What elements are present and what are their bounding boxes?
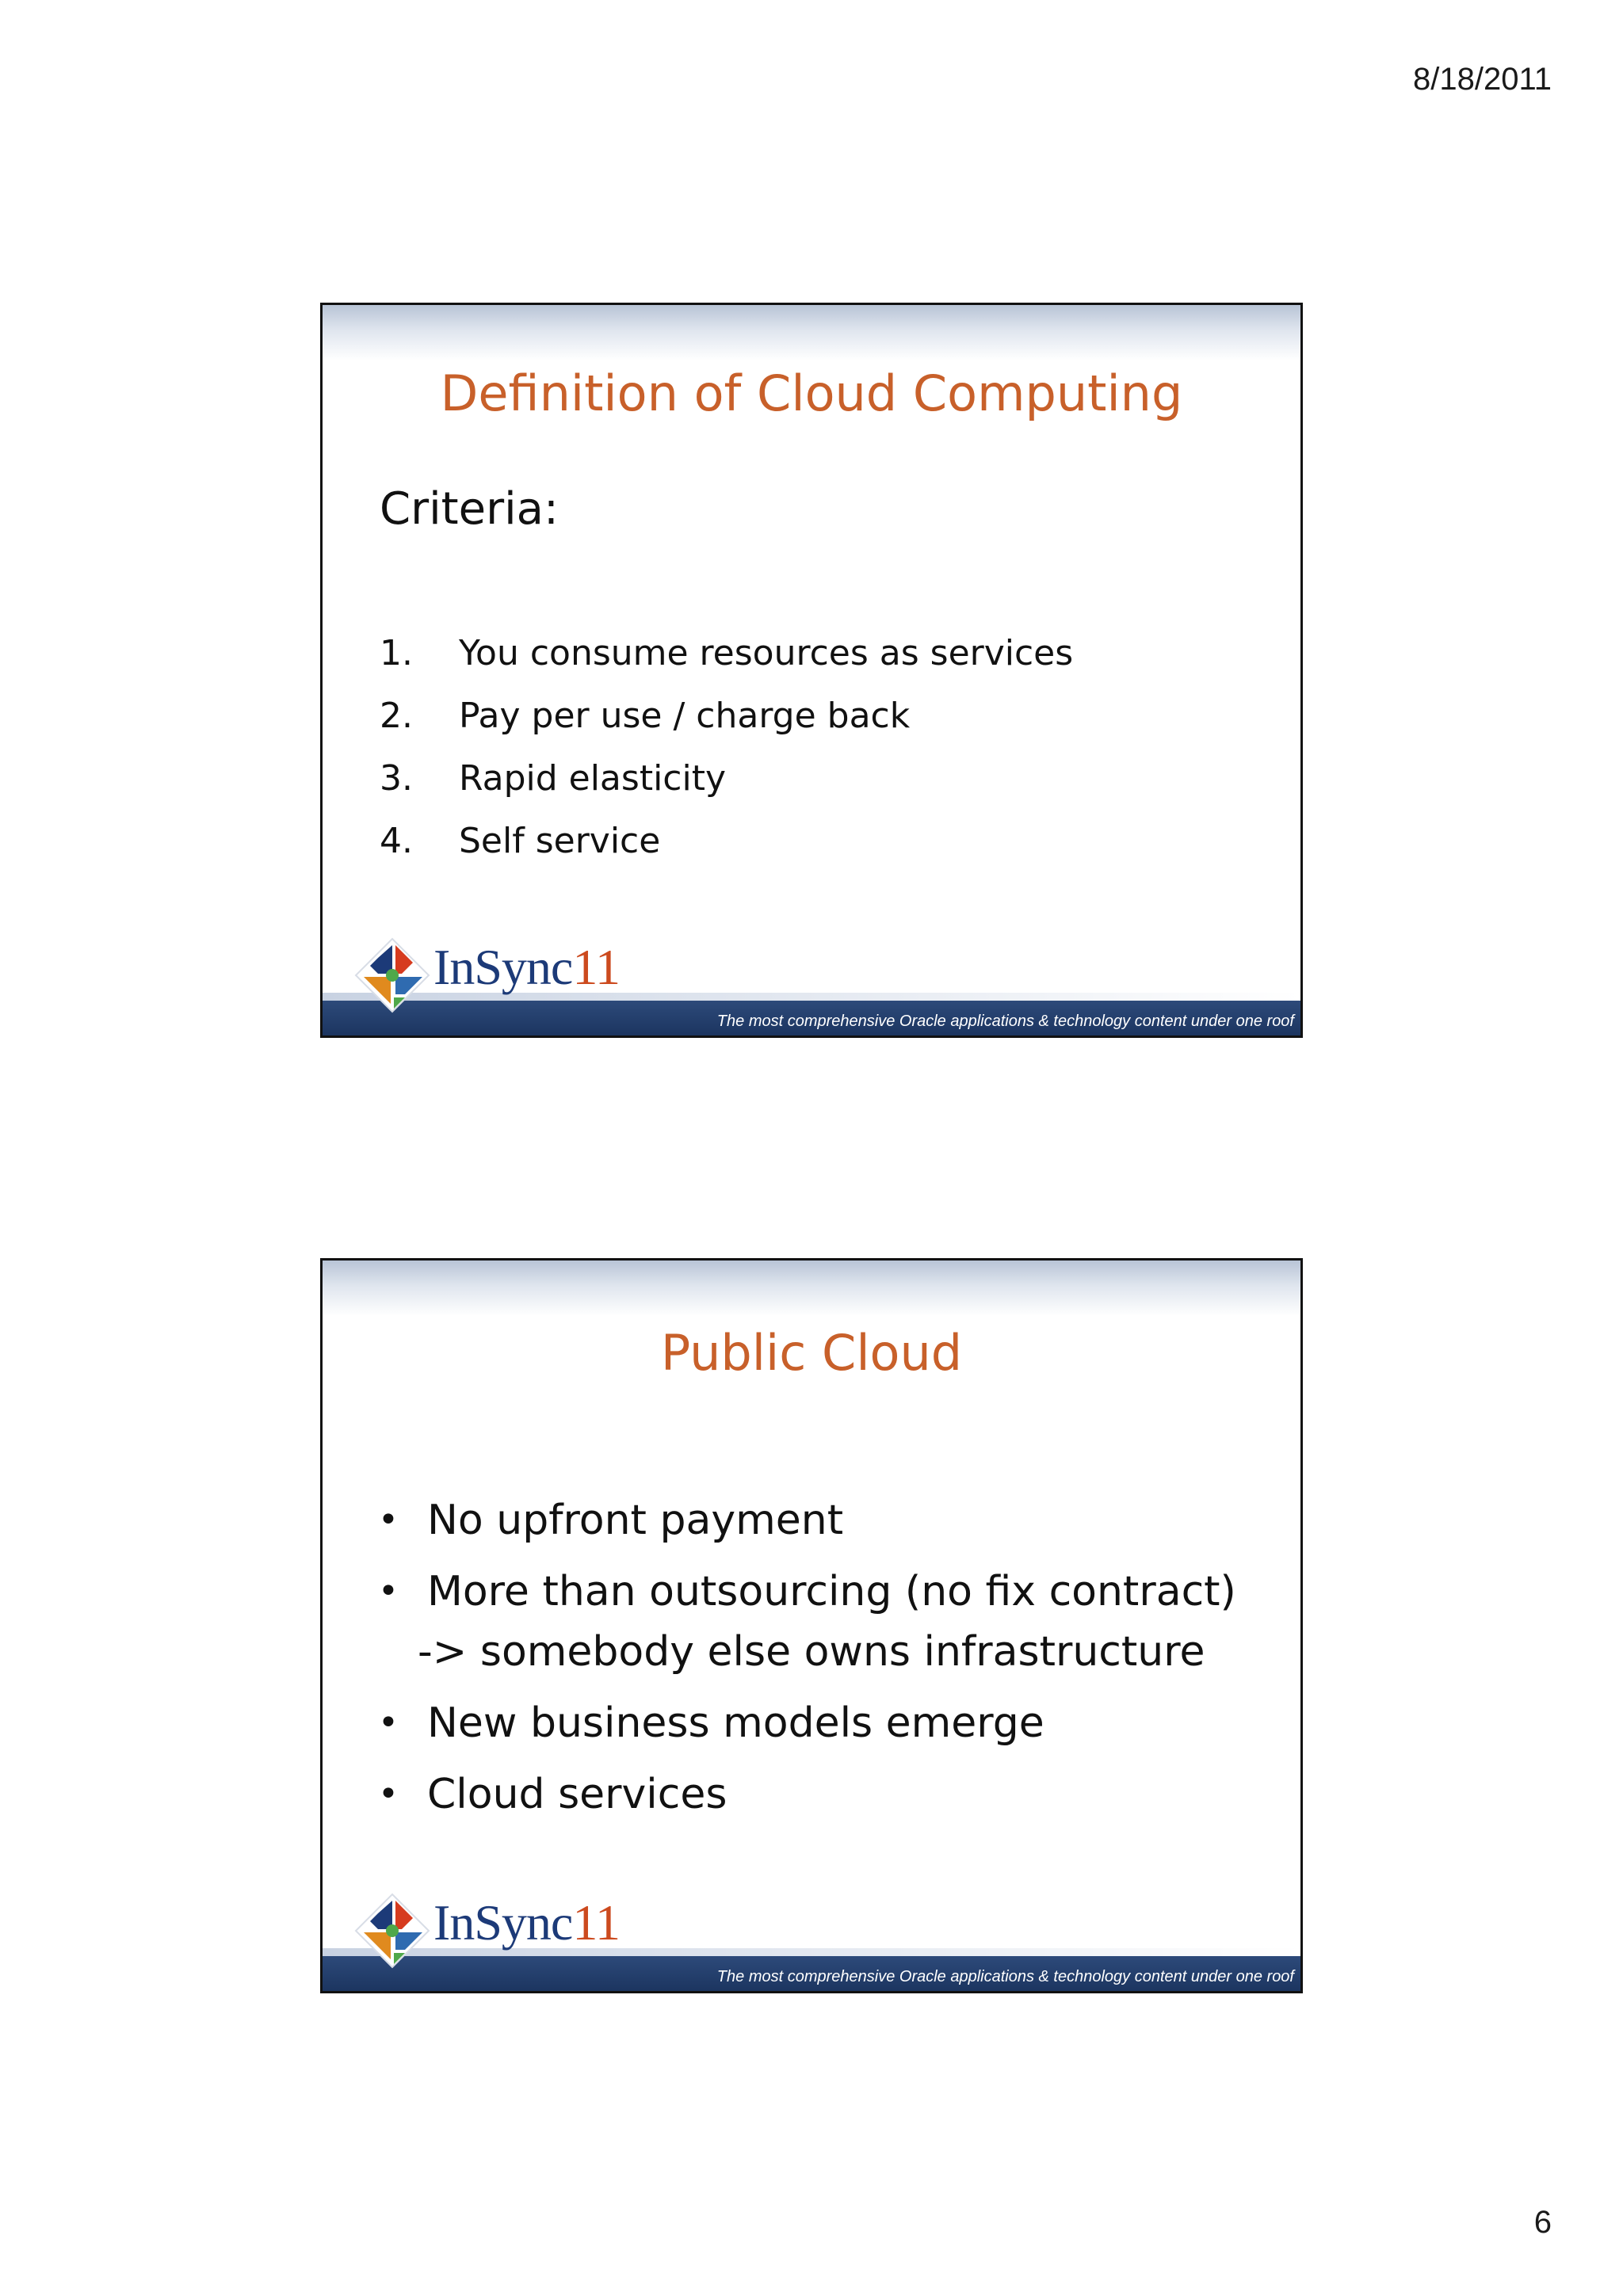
list-item-number: 4.: [380, 821, 413, 861]
slide-public-cloud: [320, 1258, 1303, 1993]
list-item: [378, 1490, 1277, 1550]
slide-footer: [323, 933, 1300, 1035]
footer-tagline: The most comprehensive Oracle applications & technology content under one roof: [716, 1968, 1294, 1985]
list-item-text: No upfront payment: [427, 1497, 844, 1544]
bullet-icon: •: [378, 1774, 399, 1814]
logo-number: 11: [572, 1894, 620, 1951]
bullet-icon: •: [378, 1500, 399, 1540]
bullet-icon: •: [378, 1571, 399, 1611]
footer-tagline: The most comprehensive Oracle applications & technology content under one roof: [716, 1013, 1294, 1030]
insync-logo: [353, 1891, 620, 1970]
list-item: [380, 622, 1073, 685]
criteria-list: [380, 622, 1073, 872]
logo-name: InSync: [433, 939, 573, 995]
slide-title: Definition of Cloud Computing: [440, 364, 1183, 422]
logo-number: 11: [572, 939, 620, 995]
list-item: [380, 747, 1073, 810]
list-item-subline: -> somebody else owns infrastructure: [418, 1628, 1205, 1676]
slide-header-band: [323, 1261, 1300, 1316]
list-item-number: 2.: [380, 696, 413, 736]
list-item-text: You consume resources as services: [459, 633, 1074, 673]
list-item-text: Rapid elasticity: [459, 758, 727, 799]
puzzle-logo-icon: [353, 1891, 432, 1970]
slide-footer: [323, 1888, 1300, 1991]
list-item-text: More than outsourcing (no fix contract): [427, 1568, 1236, 1615]
list-item-text: New business models emerge: [427, 1699, 1044, 1747]
insync-logo: [353, 936, 620, 1015]
list-item: [380, 810, 1073, 872]
slide-title: Public Cloud: [660, 1324, 963, 1382]
list-item-number: 1.: [380, 633, 413, 673]
list-item-text: Self service: [459, 821, 661, 861]
list-item: [378, 1764, 1277, 1825]
puzzle-logo-icon: [353, 936, 432, 1015]
page-number: 6: [1533, 2205, 1552, 2240]
list-item-number: 3.: [380, 758, 413, 799]
slide-header-band: [323, 305, 1300, 360]
list-item: [378, 1693, 1277, 1753]
list-item-text: Pay per use / charge back: [459, 696, 911, 736]
logo-text: [433, 1894, 620, 1952]
list-item: [378, 1562, 1277, 1622]
bullet-list: [378, 1490, 1277, 1836]
logo-name: InSync: [433, 1894, 573, 1951]
page-date: 8/18/2011: [1413, 62, 1552, 97]
list-item-text: Cloud services: [427, 1771, 727, 1818]
logo-text: [433, 938, 620, 997]
list-item: [380, 685, 1073, 747]
slide-definition-of-cloud-computing: [320, 303, 1303, 1038]
criteria-heading: Criteria:: [380, 483, 559, 535]
bullet-icon: •: [378, 1703, 399, 1743]
